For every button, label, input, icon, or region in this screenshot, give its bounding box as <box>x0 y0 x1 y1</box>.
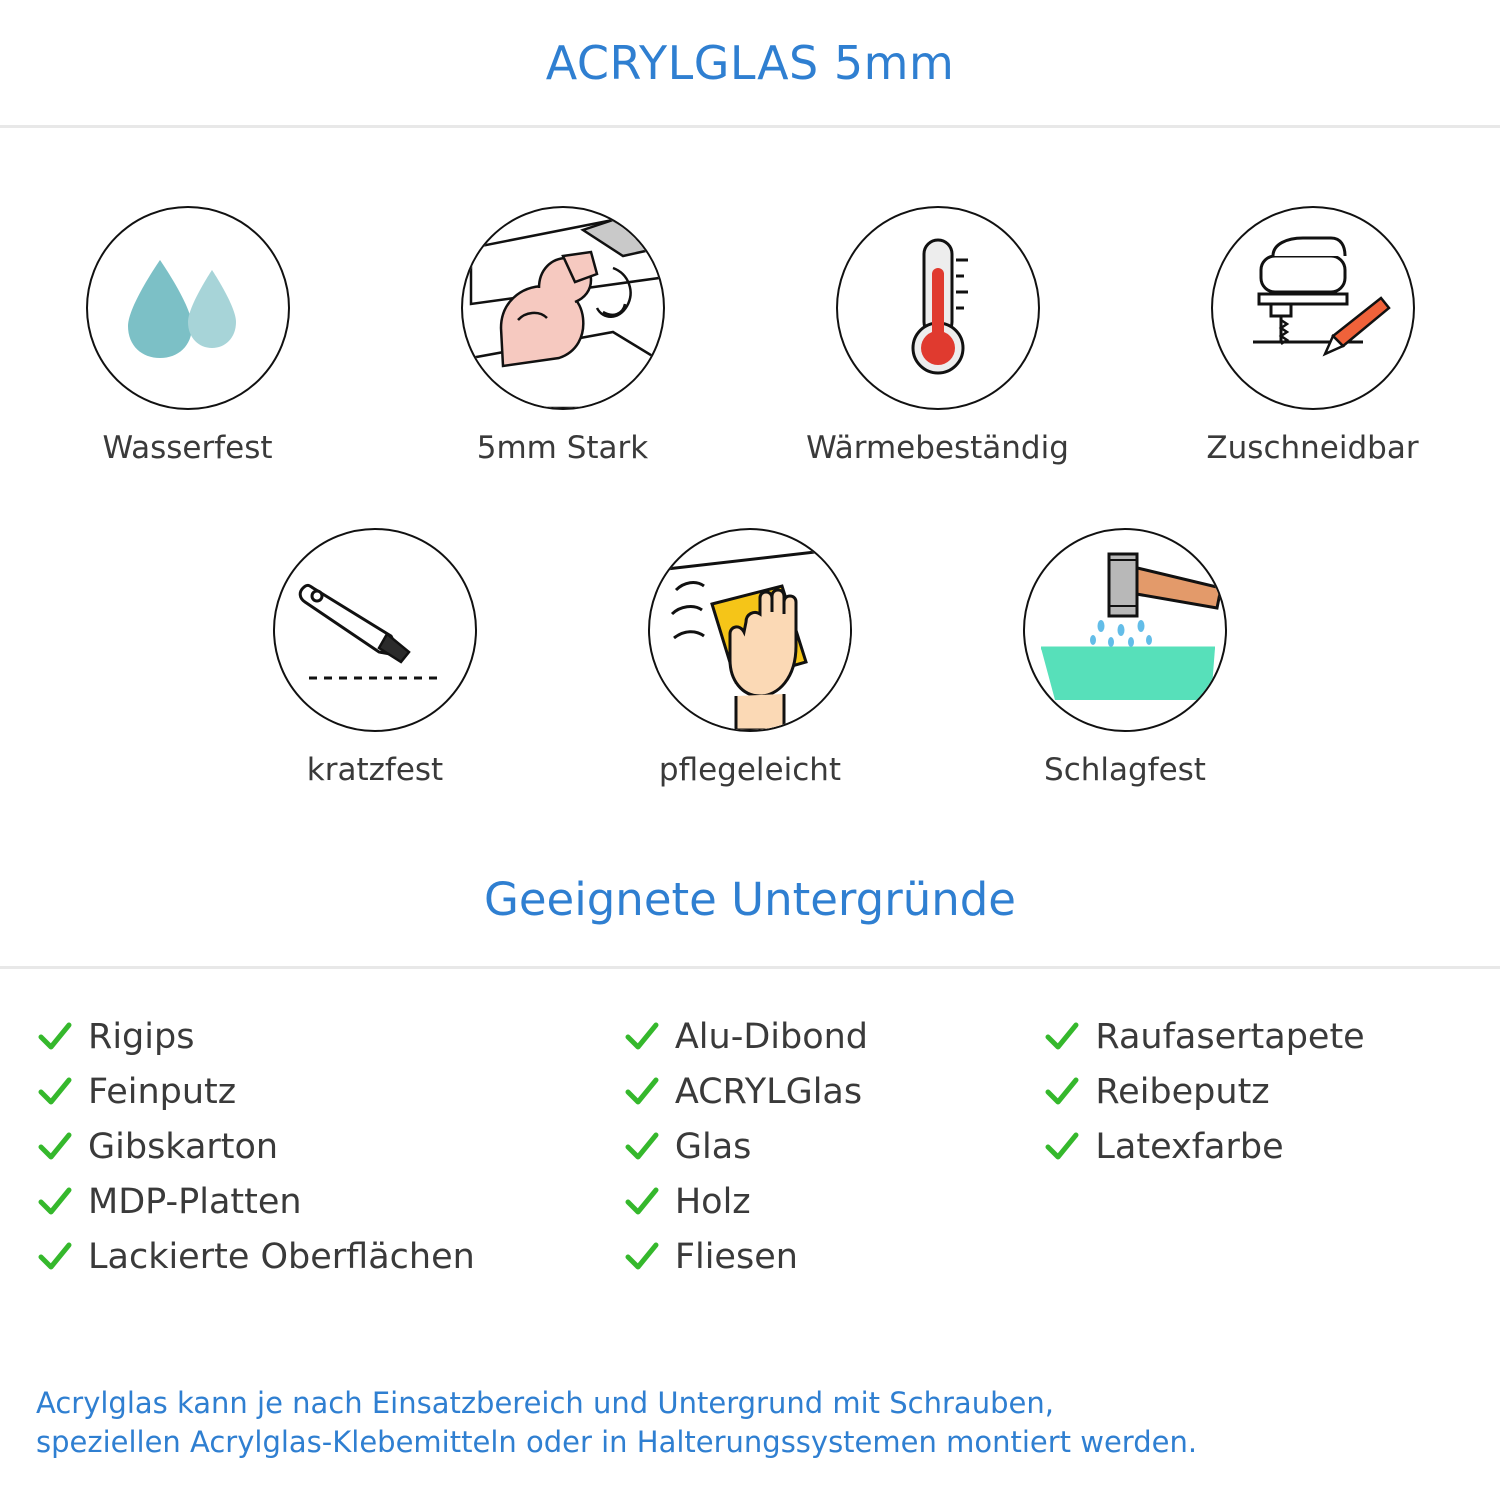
list-item-label: Latexfarbe <box>1095 1126 1284 1167</box>
substrates-column-2 <box>623 1009 1044 1284</box>
feature-label: 5mm Stark <box>476 430 649 466</box>
check-icon <box>623 1018 661 1056</box>
thermometer-icon <box>836 206 1040 410</box>
hammer-impact-icon <box>1023 528 1227 732</box>
list-item-label: Raufasertapete <box>1095 1016 1365 1057</box>
feature-label: Zuschneidbar <box>1206 430 1419 466</box>
list-item-label: ACRYLGlas <box>674 1071 863 1112</box>
feature-zuschneidbar <box>1125 206 1500 466</box>
check-icon <box>623 1073 661 1111</box>
list-item-label: Holz <box>674 1181 751 1222</box>
substrates-column-3 <box>1043 1009 1464 1284</box>
feature-waermebestaendig <box>750 206 1125 466</box>
feature-schlagfest <box>938 528 1313 788</box>
check-icon <box>36 1018 74 1056</box>
check-icon <box>36 1073 74 1111</box>
substrates-heading-block <box>0 873 1500 969</box>
list-item <box>623 1009 1044 1064</box>
list-item-label: Lackierte Oberflächen <box>88 1236 475 1277</box>
feature-section <box>0 128 1500 788</box>
list-item-label: Glas <box>674 1126 752 1167</box>
check-icon <box>1043 1018 1081 1056</box>
list-item <box>1043 1064 1464 1119</box>
feature-label: kratzfest <box>306 752 444 788</box>
check-icon <box>623 1128 661 1166</box>
list-item-label: Fliesen <box>674 1236 798 1277</box>
list-item <box>36 1009 623 1064</box>
strong-arm-icon <box>461 206 665 410</box>
substrates-list <box>0 969 1500 1284</box>
feature-5mm-stark <box>375 206 750 466</box>
footer-note-line-2: speziellen Acrylglas-Klebemitteln oder in Halterungssystemen montiert werden. <box>36 1424 1198 1459</box>
water-drops-icon <box>86 206 290 410</box>
feature-wasserfest <box>0 206 375 466</box>
knife-scratch-icon <box>273 528 477 732</box>
check-icon <box>36 1128 74 1166</box>
check-icon <box>623 1238 661 1276</box>
check-icon <box>1043 1128 1081 1166</box>
page-title: ACRYLGLAS 5mm <box>545 35 955 90</box>
list-item <box>1043 1119 1464 1174</box>
substrates-column-1 <box>36 1009 623 1284</box>
list-item-label: MDP-Platten <box>88 1181 302 1222</box>
feature-label: pflegeleicht <box>658 752 842 788</box>
list-item <box>623 1174 1044 1229</box>
feature-label: Wärmebeständig <box>806 430 1069 466</box>
list-item <box>623 1229 1044 1284</box>
feature-label: Schlagfest <box>1044 752 1206 788</box>
list-item <box>36 1229 623 1284</box>
list-item-label: Feinputz <box>88 1071 237 1112</box>
feature-label: Wasserfest <box>102 430 273 466</box>
feature-kratzfest <box>188 528 563 788</box>
check-icon <box>36 1183 74 1221</box>
list-item <box>1043 1009 1464 1064</box>
header-bar <box>0 0 1500 128</box>
jigsaw-cutter-icon <box>1211 206 1415 410</box>
hand-cloth-wipe-icon <box>648 528 852 732</box>
list-item-label: Reibeputz <box>1095 1071 1270 1112</box>
substrates-heading: Geeignete Untergründe <box>483 873 1016 926</box>
feature-row-1 <box>0 206 1500 466</box>
check-icon <box>623 1183 661 1221</box>
list-item <box>36 1174 623 1229</box>
list-item <box>36 1064 623 1119</box>
check-icon <box>1043 1073 1081 1111</box>
list-item <box>623 1119 1044 1174</box>
footer-note-line-1: Acrylglas kann je nach Einsatzbereich und Untergrund mit Schrauben, <box>36 1385 1054 1420</box>
feature-pflegeleicht <box>563 528 938 788</box>
footer-note <box>36 1384 1464 1462</box>
list-item-label: Rigips <box>88 1016 195 1057</box>
list-item-label: Alu-Dibond <box>674 1016 869 1057</box>
feature-row-2 <box>0 528 1500 788</box>
list-item-label: Gibskarton <box>88 1126 279 1167</box>
list-item <box>36 1119 623 1174</box>
check-icon <box>36 1238 74 1276</box>
list-item <box>623 1064 1044 1119</box>
